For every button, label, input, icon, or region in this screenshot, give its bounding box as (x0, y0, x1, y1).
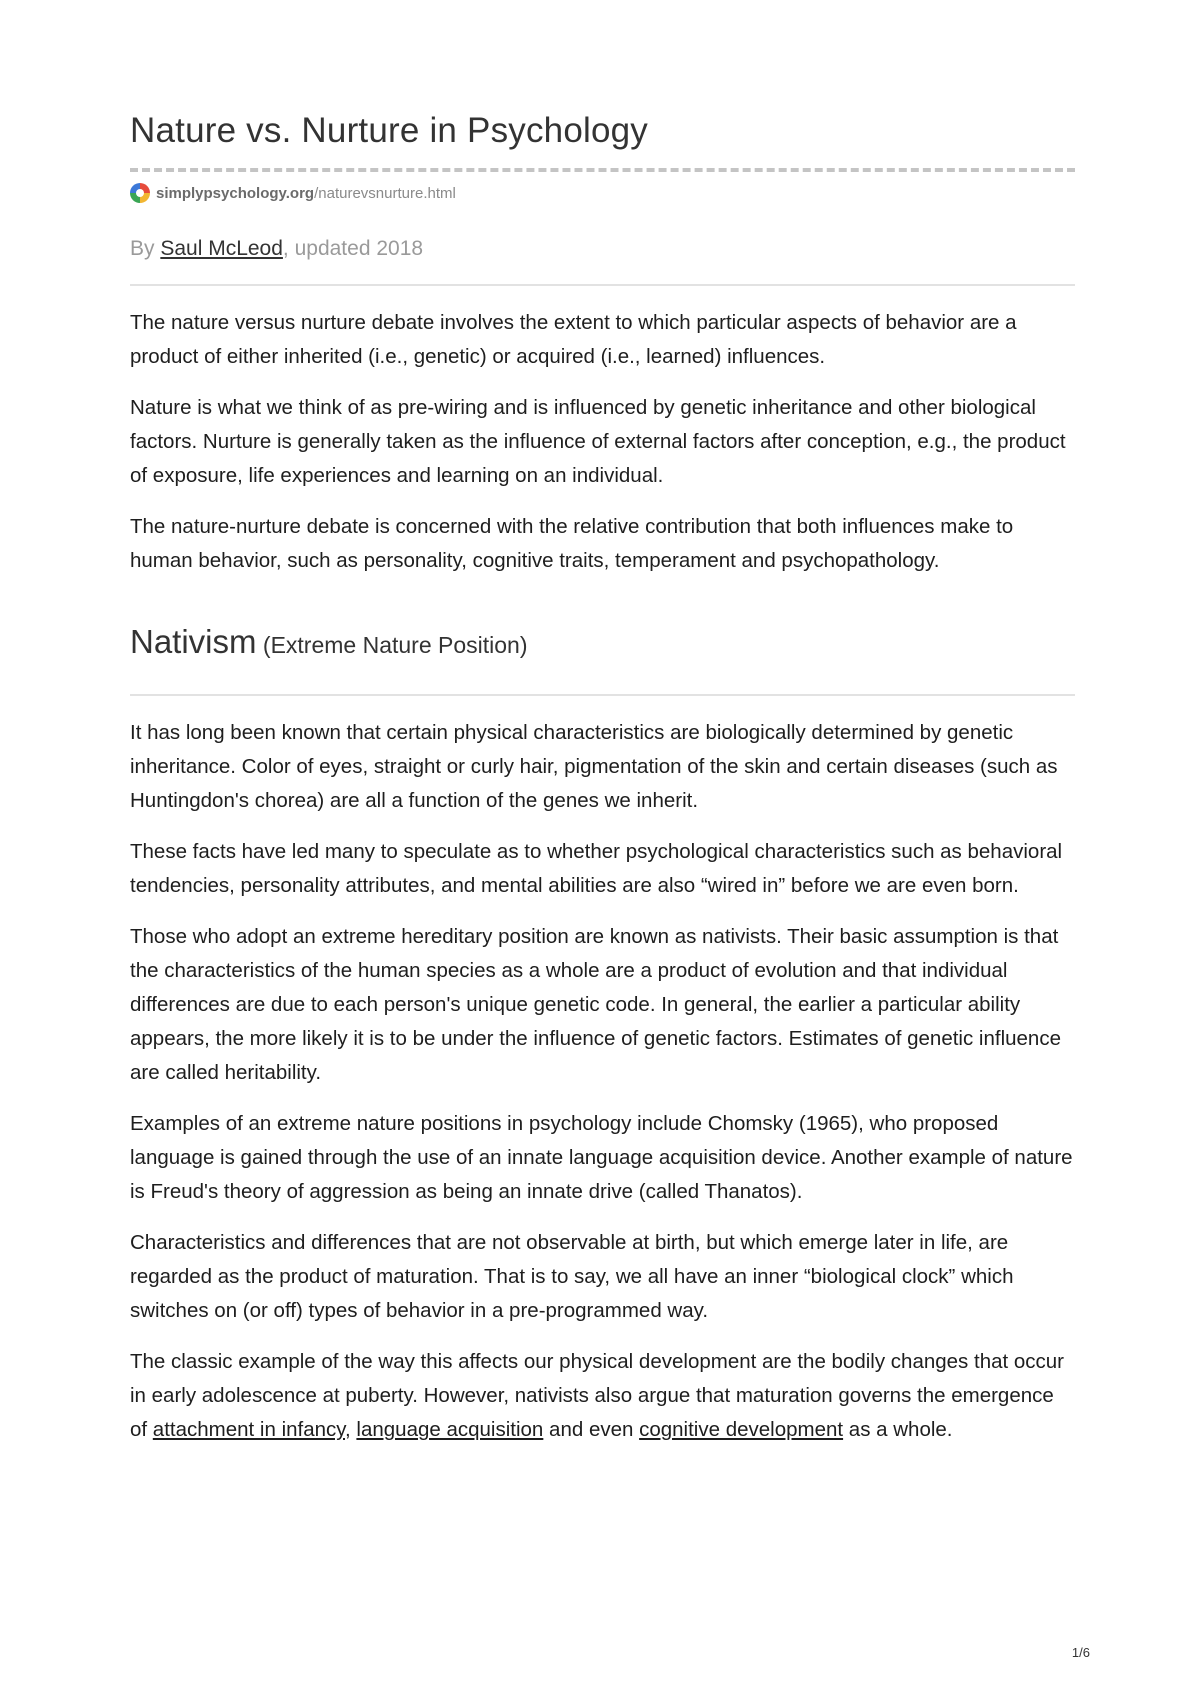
page-number: 1/6 (1071, 1645, 1090, 1660)
byline-divider (130, 284, 1075, 286)
section-heading (130, 620, 1075, 667)
byline-suffix: , updated 2018 (282, 237, 424, 260)
section-paragraph-1: It has long been known that certain physical characteristics are biologically determined by genetic inheritance. Color of eyes, straight or curly hair, pigmentation of the skin and certain diseases (such as Huntingdon's chorea) are all a function of the genes we inherit. (130, 721, 1058, 813)
attachment-in-infancy-link[interactable]: attachment in infancy (152, 1418, 345, 1442)
section-paragraph-4: Examples of an extreme nature positions in psychology include Chomsky (1965), who proposed language is gained through the use of an innate language acquisition device. Another example of nature is Freud's theory of aggression as being an innate drive (called Thanatos). (130, 1112, 1073, 1204)
language-acquisition-link[interactable]: language acquisition (356, 1418, 544, 1442)
byline-prefix: By (130, 237, 161, 260)
title-divider (130, 168, 1075, 172)
document-page (130, 106, 1075, 1447)
author-link[interactable]: Saul McLeod (160, 237, 283, 260)
section-divider (130, 694, 1075, 696)
section-paragraph-6 (130, 1345, 1075, 1447)
section-heading-sub: (Extreme Nature Position) (256, 632, 528, 658)
intro-paragraph-2: Nature is what we think of as pre-wiring and is influenced by genetic inheritance and other biological factors. Nurture is generally taken as the influence of external factors after conception, e.g., the product of exposure, life experiences and learning on an individual. (130, 396, 1066, 487)
section-heading-main: Nativism (130, 623, 257, 660)
section-paragraph-5: Characteristics and differences that are not observable at birth, but which emerge later in life, are regarded as the product of maturation. That is to say, we all have an inner “biological clock” which switches on (or off) types of behavior in a pre-programmed way. (130, 1231, 1014, 1323)
intro-paragraph-1: The nature versus nurture debate involves the extent to which particular aspects of behavior are a product of either inherited (i.e., genetic) or acquired (i.e., learned) influences. (130, 311, 1017, 368)
byline (130, 234, 1075, 264)
link-separator: , (345, 1418, 357, 1442)
section-paragraph-2: These facts have led many to speculate as to whether psychological characteristics such as behavioral tendencies, personality attributes, and mental abilities are also “wired in” before we are even born. (130, 840, 1063, 898)
page-title: Nature vs. Nurture in Psychology (130, 111, 649, 150)
source-path[interactable]: /naturevsnurture.html (314, 184, 456, 202)
section-paragraph-3: Those who adopt an extreme hereditary position are known as nativists. Their basic assumption is that the characteristics of the human species as a whole are a product of evolution and that individual differences are due to each person's unique genetic code. In general, the earlier a particular ability appears, the more likely it is to be under the influence of genetic factors. Estimates of genetic influence are called heritability. (130, 925, 1061, 1085)
cognitive-development-link[interactable]: cognitive development (639, 1418, 844, 1442)
source-line (130, 182, 1075, 204)
paragraph-text: as a whole. (843, 1418, 953, 1442)
paragraph-text: and even (543, 1418, 640, 1442)
site-favicon-icon (130, 183, 150, 203)
source-domain[interactable]: simplypsychology.org (156, 184, 315, 202)
intro-paragraph-3: The nature-nurture debate is concerned with the relative contribution that both influences make to human behavior, such as personality, cognitive traits, temperament and psychopathology. (130, 515, 1014, 572)
paragraph-text: The classic example of the way this affects our physical development are the bodily changes that occur in early adolescence at puberty. However, nativists also argue that maturation governs the emergence of (130, 1350, 1065, 1442)
